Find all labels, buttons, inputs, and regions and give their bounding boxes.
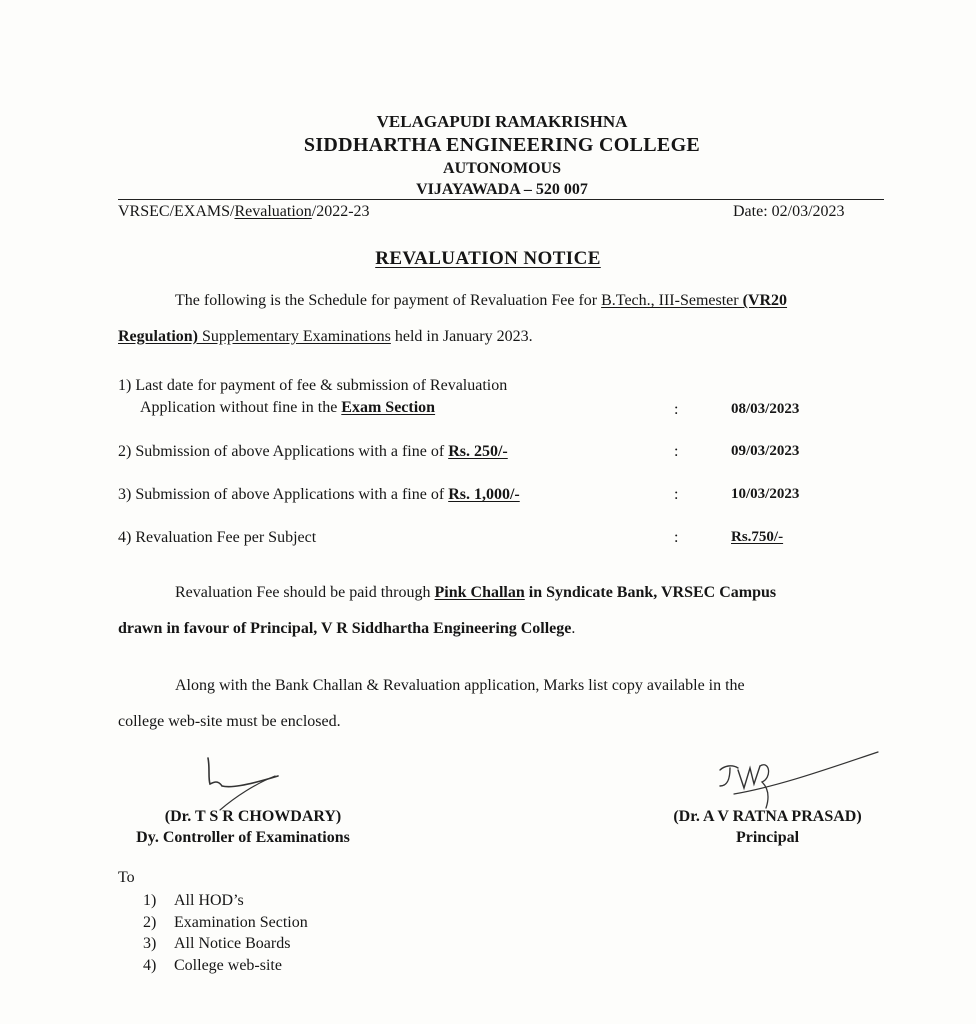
header-divider <box>118 199 884 200</box>
list-item: 4) College web-site <box>143 956 282 974</box>
college-name-line-1: VELAGAPUDI RAMAKRISHNA <box>376 112 628 131</box>
college-name-line-2: SIDDHARTHA ENGINEERING COLLEGE <box>303 134 701 156</box>
schedule-item-2: 2) Submission of above Applications with a fine of Rs. 250/- <box>118 443 508 460</box>
schedule-item-1: 1) Last date for payment of fee & submission of Revaluation Application without fine in the Exam Section <box>118 377 508 416</box>
list-item: 3) All Notice Boards <box>143 935 291 952</box>
enclosure-paragraph: Along with the Bank Challan & Revaluation application, Marks list copy available in the college web-site must be enclosed. <box>118 677 745 730</box>
schedule-value-1: 08/03/2023 <box>731 401 800 417</box>
right-signatory: (Dr. A V RATNA PRASAD) Principal <box>673 808 862 846</box>
left-signature <box>190 752 290 812</box>
schedule-item-3: 3) Submission of above Applications with a fine of Rs. 1,000/- <box>118 486 520 503</box>
distribution-list <box>143 890 308 976</box>
schedule-item-4: 4) Revaluation Fee per Subject <box>118 529 317 546</box>
notice-title: REVALUATION NOTICE <box>375 248 601 269</box>
notice-date: Date: 02/03/2023 <box>733 203 845 220</box>
college-address: VIJAYAWADA – 520 007 <box>416 181 588 198</box>
list-item: 1) All HOD’s <box>143 892 244 909</box>
schedule-value-2: 09/03/2023 <box>731 443 800 459</box>
schedule-colon: : <box>674 401 679 418</box>
schedule-colon: : <box>674 486 679 503</box>
left-signatory: (Dr. T S R CHOWDARY) Dy. Controller of Examinations <box>136 808 350 846</box>
payment-paragraph: Revaluation Fee should be paid through Pink Challan in Syndicate Bank, VRSEC Campus drawn in favour of Principal, V R Siddhartha Engineering College. <box>118 584 777 637</box>
schedule-value-3: 10/03/2023 <box>731 486 800 502</box>
intro-paragraph: The following is the Schedule for payment of Revaluation Fee for B.Tech., III-Semester (VR20 Regulation) Supplementary Examinations held in January 2023. <box>118 292 788 345</box>
schedule-colon: : <box>674 443 679 460</box>
college-status: AUTONOMOUS <box>443 160 561 177</box>
schedule-colon: : <box>674 529 679 546</box>
reference-number: VRSEC/EXAMS/Revaluation/2022-23 <box>118 203 370 220</box>
to-label: To <box>118 869 135 886</box>
schedule-value-4: Rs.750/- <box>731 529 784 545</box>
list-item: 2) Examination Section <box>143 913 308 931</box>
